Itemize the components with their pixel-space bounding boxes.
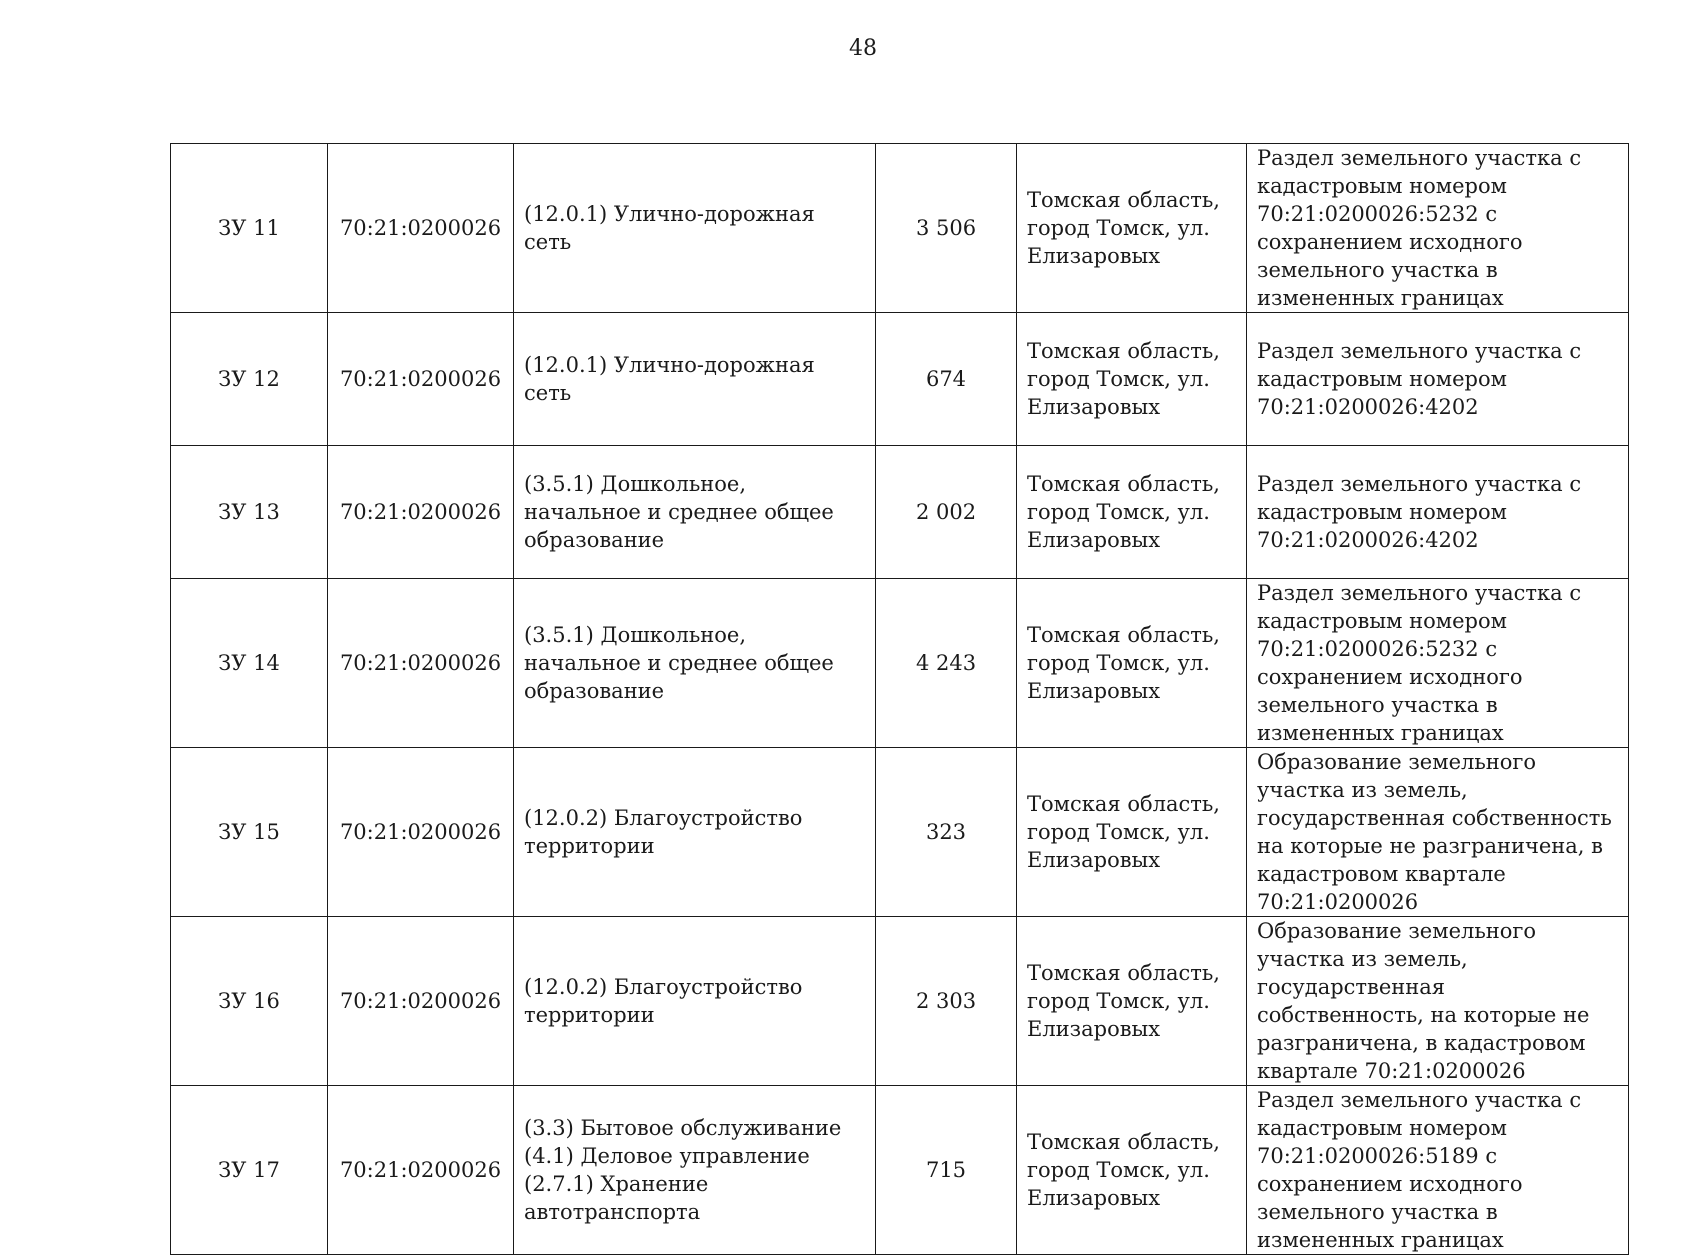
land-plots-table <box>170 143 1629 1255</box>
plot-id-cell: ЗУ 14 <box>171 579 328 748</box>
cadastral-quarter-cell: 70:21:0200026 <box>328 748 514 917</box>
table-row <box>171 313 1629 446</box>
formation-method-cell: Раздел земельного участка с кадастровым номером 70:21:0200026:4202 <box>1247 313 1629 446</box>
permitted-use-cell <box>514 1086 876 1255</box>
formation-method-cell: Раздел земельного участка с кадастровым номером 70:21:0200026:5189 с сохранением исходного земельного участка в измененных границах <box>1247 1086 1629 1255</box>
permitted-use-cell <box>514 446 876 579</box>
plot-id-cell: ЗУ 15 <box>171 748 328 917</box>
area-cell: 2 303 <box>876 917 1017 1086</box>
cadastral-quarter-cell: 70:21:0200026 <box>328 446 514 579</box>
permitted-use-line: (3.3) Бытовое обслуживание <box>524 1116 842 1140</box>
permitted-use-line: (3.5.1) Дошкольное, начальное и среднее общее образование <box>524 472 834 552</box>
formation-method-cell: Раздел земельного участка с кадастровым номером 70:21:0200026:4202 <box>1247 446 1629 579</box>
plot-id-cell: ЗУ 17 <box>171 1086 328 1255</box>
permitted-use-line: (4.1) Деловое управление <box>524 1144 810 1168</box>
permitted-use-line: (3.5.1) Дошкольное, начальное и среднее общее образование <box>524 623 834 703</box>
cadastral-quarter-cell: 70:21:0200026 <box>328 917 514 1086</box>
cadastral-quarter-cell: 70:21:0200026 <box>328 1086 514 1255</box>
area-cell: 2 002 <box>876 446 1017 579</box>
formation-method-cell: Раздел земельного участка с кадастровым номером 70:21:0200026:5232 с сохранением исходного земельного участка в измененных границах <box>1247 144 1629 313</box>
permitted-use-cell <box>514 917 876 1086</box>
address-cell: Томская область, город Томск, ул. Елизаровых <box>1017 748 1247 917</box>
cadastral-quarter-cell: 70:21:0200026 <box>328 144 514 313</box>
plot-id-cell: ЗУ 16 <box>171 917 328 1086</box>
permitted-use-line: (12.0.2) Благоустройство территории <box>524 806 803 858</box>
permitted-use-cell <box>514 313 876 446</box>
area-cell: 323 <box>876 748 1017 917</box>
table-body <box>171 144 1629 1255</box>
address-cell: Томская область, город Томск, ул. Елизаровых <box>1017 917 1247 1086</box>
permitted-use-cell <box>514 144 876 313</box>
permitted-use-cell <box>514 748 876 917</box>
area-cell: 3 506 <box>876 144 1017 313</box>
address-cell: Томская область, город Томск, ул. Елизаровых <box>1017 446 1247 579</box>
permitted-use-line: (2.7.1) Хранение автотранспорта <box>524 1172 709 1224</box>
permitted-use-line: (12.0.1) Улично-дорожная сеть <box>524 202 815 254</box>
cadastral-quarter-cell: 70:21:0200026 <box>328 579 514 748</box>
formation-method-cell: Образование земельного участка из земель, государственная собственность, на которые не разграничена, в кадастровом квартале 70:21:0200026 <box>1247 917 1629 1086</box>
table-row <box>171 144 1629 313</box>
plot-id-cell: ЗУ 11 <box>171 144 328 313</box>
plot-id-cell: ЗУ 13 <box>171 446 328 579</box>
table-row <box>171 917 1629 1086</box>
area-cell: 674 <box>876 313 1017 446</box>
plot-id-cell: ЗУ 12 <box>171 313 328 446</box>
formation-method-cell: Образование земельного участка из земель, государственная собственность на которые не разграничена, в кадастровом квартале 70:21:0200026 <box>1247 748 1629 917</box>
table-row <box>171 1086 1629 1255</box>
area-cell: 4 243 <box>876 579 1017 748</box>
address-cell: Томская область, город Томск, ул. Елизаровых <box>1017 144 1247 313</box>
permitted-use-cell <box>514 579 876 748</box>
table-row <box>171 579 1629 748</box>
permitted-use-line: (12.0.1) Улично-дорожная сеть <box>524 353 815 405</box>
permitted-use-line: (12.0.2) Благоустройство территории <box>524 975 803 1027</box>
address-cell: Томская область, город Томск, ул. Елизаровых <box>1017 1086 1247 1255</box>
formation-method-cell: Раздел земельного участка с кадастровым номером 70:21:0200026:5232 с сохранением исходного земельного участка в измененных границах <box>1247 579 1629 748</box>
address-cell: Томская область, город Томск, ул. Елизаровых <box>1017 579 1247 748</box>
address-cell: Томская область, город Томск, ул. Елизаровых <box>1017 313 1247 446</box>
cadastral-quarter-cell: 70:21:0200026 <box>328 313 514 446</box>
table-row <box>171 748 1629 917</box>
table-row <box>171 446 1629 579</box>
area-cell: 715 <box>876 1086 1017 1255</box>
page-number: 48 <box>849 36 877 61</box>
